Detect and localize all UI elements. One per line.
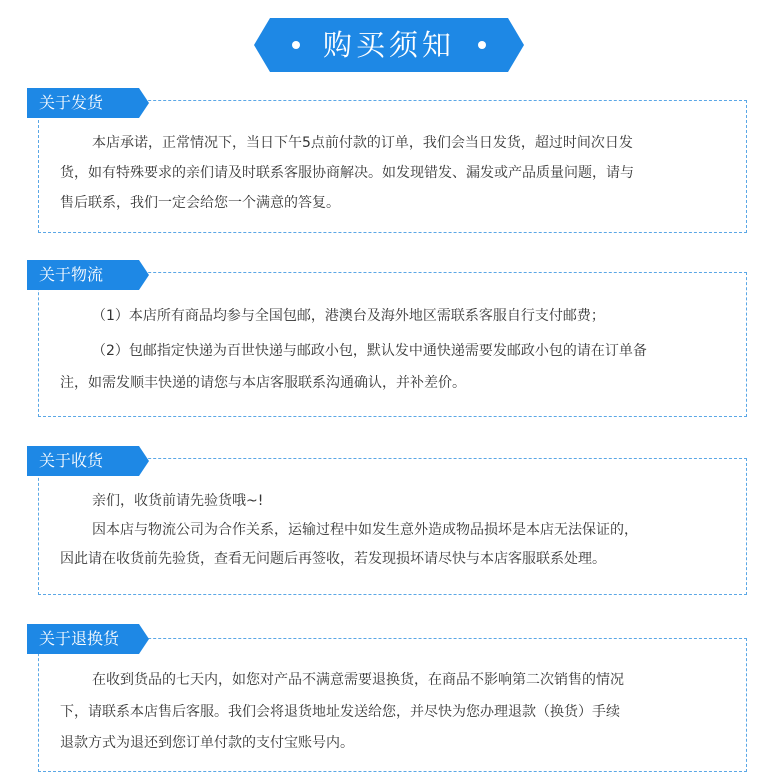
shipping-line-3: 售后联系，我们一定会给您一个满意的答复。 [60, 195, 340, 211]
section-tab-returns: 关于退换货 [27, 624, 139, 654]
returns-line-2: 下，请联系本店售后客服。我们会将退货地址发送给您，并尽快为您办理退款（换货）手续 [60, 704, 620, 720]
section-tab-shipping: 关于发货 [27, 88, 139, 118]
receiving-line-1: 亲们，收货前请先验货哦~! [92, 493, 264, 509]
receiving-line-2: 因本店与物流公司为合作关系，运输过程中如发生意外造成物品损坏是本店无法保证的， [92, 522, 638, 538]
section-tab-logistics: 关于物流 [27, 260, 139, 290]
banner-dot-right [478, 41, 486, 49]
logistics-line-3: 注，如需发顺丰快递的请您与本店客服联系沟通确认，并补差价。 [60, 375, 466, 391]
header-banner [254, 18, 524, 72]
returns-line-1: 在收到货品的七天内，如您对产品不满意需要退换货，在商品不影响第二次销售的情况 [92, 672, 624, 688]
logistics-line-2: （2）包邮指定快递为百世快递与邮政小包，默认发中通快递需要发邮政小包的请在订单备 [92, 343, 647, 359]
shipping-line-2: 货，如有特殊要求的亲们请及时联系客服协商解决。如发现错发、漏发或产品质量问题，请与 [60, 165, 634, 181]
returns-line-3: 退款方式为退还到您订单付款的支付宝账号内。 [60, 735, 354, 751]
logistics-line-1: （1）本店所有商品均参与全国包邮，港澳台及海外地区需联系客服自行支付邮费； [92, 308, 605, 324]
receiving-line-3: 因此请在收货前先验货，查看无问题后再签收，若发现损坏请尽快与本店客服联系处理。 [60, 551, 606, 567]
section-tab-receiving: 关于收货 [27, 446, 139, 476]
page-title: 购买须知 [322, 28, 455, 62]
shipping-line-1: 本店承诺，正常情况下，当日下午5点前付款的订单，我们会当日发货，超过时间次日发 [92, 135, 633, 151]
